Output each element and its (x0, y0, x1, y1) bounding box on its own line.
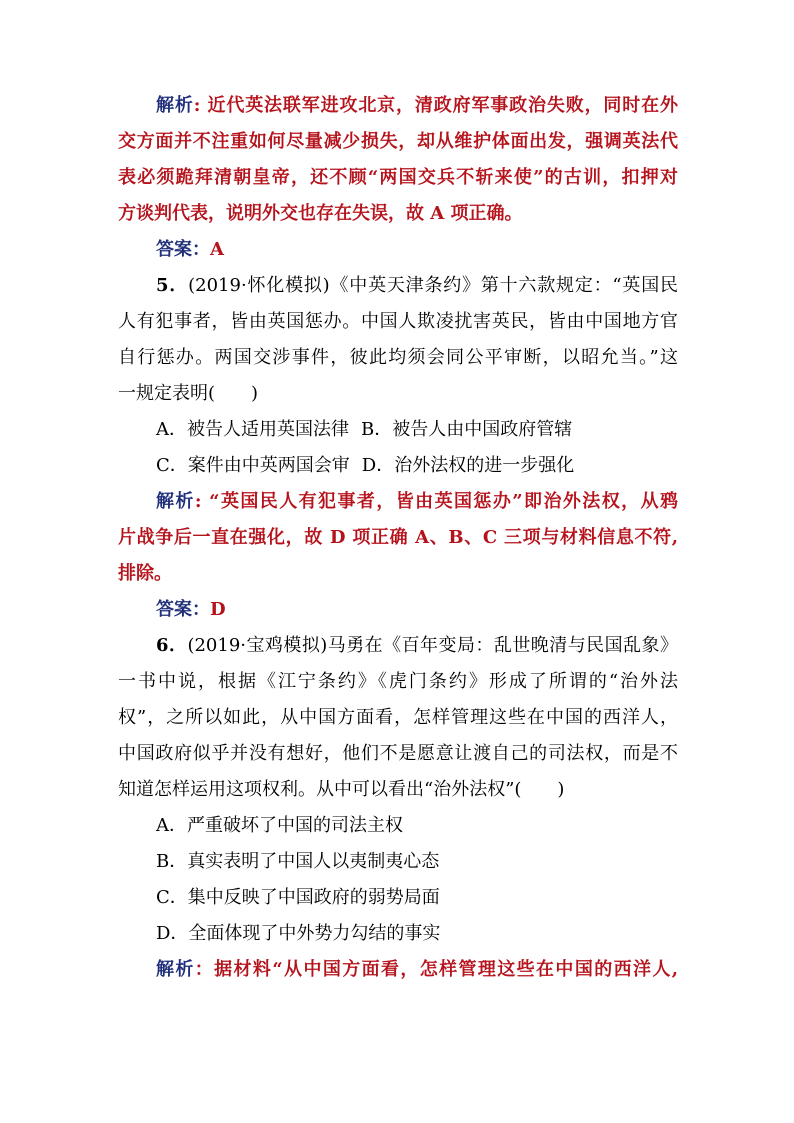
option-d[interactable]: D．治外法权的进一步强化 (361, 455, 575, 476)
question-text: 一规定表明( ) (118, 383, 259, 404)
option-b[interactable]: B．真实表明了中国人以夷制夷心态 (156, 851, 440, 872)
analysis-text: 表必须跪拜清朝皇帝，还不顾“两国交兵不斩来使”的古训，扣押对 (118, 167, 678, 188)
q6-option-c[interactable] (118, 880, 678, 916)
q5-answer (118, 592, 678, 628)
q5-analysis-line-3 (118, 556, 678, 592)
question-text: 人有犯事者，皆由英国惩办。中国人欺凌扰害英民，皆由中国地方官 (118, 311, 678, 332)
analysis-text: 方谈判代表，说明外交也存在失误，故 A 项正确。 (118, 203, 523, 224)
analysis-text: : “英国民人有犯事者，皆由英国惩办”即治外法权，从鸦 (194, 491, 678, 512)
question-number: 5． (156, 275, 189, 296)
q5-stem-line-4 (118, 376, 678, 412)
question-text: (2019·宝鸡模拟)马勇在《百年变局：乱世晚清与民国乱象》 (187, 635, 679, 656)
q6-stem-line-3 (118, 700, 678, 736)
analysis-text: : 近代英法联军进攻北京，清政府军事政治失败，同时在外 (193, 95, 678, 116)
option-d[interactable]: D．全面体现了中外势力勾结的事实 (156, 923, 441, 944)
q6-option-a[interactable] (118, 808, 678, 844)
q4-answer (118, 232, 678, 268)
q5-stem-line-2 (118, 304, 678, 340)
q5-analysis-line-1 (118, 484, 678, 520)
option-a[interactable]: A．严重破坏了中国的司法主权 (156, 815, 403, 836)
option-c[interactable]: C．案件由中英两国会审 (156, 455, 350, 476)
question-text: 一书中说，根据《江宁条约》《虎门条约》形成了所谓的“治外法 (118, 671, 678, 692)
answer-value: D (210, 599, 226, 620)
q5-options-row-1 (118, 412, 678, 448)
question-text: 中国政府似乎并没有想好，他们不是愿意让渡自己的司法权，而是不 (118, 743, 678, 764)
q4-analysis-line-3 (118, 160, 678, 196)
analysis-label: 解析 (156, 959, 195, 980)
q5-stem-line-3 (118, 340, 678, 376)
analysis-label: 解析 (156, 491, 195, 512)
question-text: 权”，之所以如此，从中国方面看，怎样管理这些在中国的西洋人， (118, 707, 678, 728)
analysis-label: 解析 (156, 95, 194, 116)
q4-analysis-line-1 (118, 88, 678, 124)
question-text: 自行惩办。两国交涉事件，彼此均须会同公平审断，以昭允当。”这 (118, 347, 678, 368)
q6-stem-line-4 (118, 736, 678, 772)
analysis-text: ：据材料“从中国方面看，怎样管理这些在中国的西洋人, (194, 959, 679, 980)
q5-options-row-2 (118, 448, 678, 484)
question-text: 知道怎样运用这项权利。从中可以看出“治外法权”( ) (118, 779, 565, 800)
question-number: 6． (156, 635, 188, 656)
q6-stem-line-5 (118, 772, 678, 808)
option-a[interactable]: A．被告人适用英国法律 (156, 419, 349, 440)
document-page (118, 88, 678, 988)
q4-analysis-line-2 (118, 124, 678, 160)
q6-stem-line-1 (118, 628, 678, 664)
q6-option-b[interactable] (118, 844, 678, 880)
q6-option-d[interactable] (118, 916, 678, 952)
answer-label: 答案： (156, 599, 210, 620)
analysis-text: 片战争后一直在强化，故 D 项正确 A、B、C 三项与材料信息不符, (118, 527, 678, 548)
analysis-text: 交方面并不注重如何尽量减少损失，却从维护体面出发，强调英法代 (118, 131, 678, 152)
q6-stem-line-2 (118, 664, 678, 700)
option-b[interactable]: B．被告人由中国政府管辖 (361, 419, 573, 440)
answer-label: 答案： (156, 239, 210, 260)
q5-stem-line-1 (118, 268, 678, 304)
q6-analysis-line-1 (118, 952, 678, 988)
option-c[interactable]: C．集中反映了中国政府的弱势局面 (156, 887, 440, 908)
question-text: (2019·怀化模拟)《中英天津条约》第十六款规定：“英国民 (188, 275, 678, 296)
q5-analysis-line-2 (118, 520, 678, 556)
q4-analysis-line-4 (118, 196, 678, 232)
answer-value: A (210, 239, 224, 260)
analysis-text: 排除。 (118, 563, 172, 584)
